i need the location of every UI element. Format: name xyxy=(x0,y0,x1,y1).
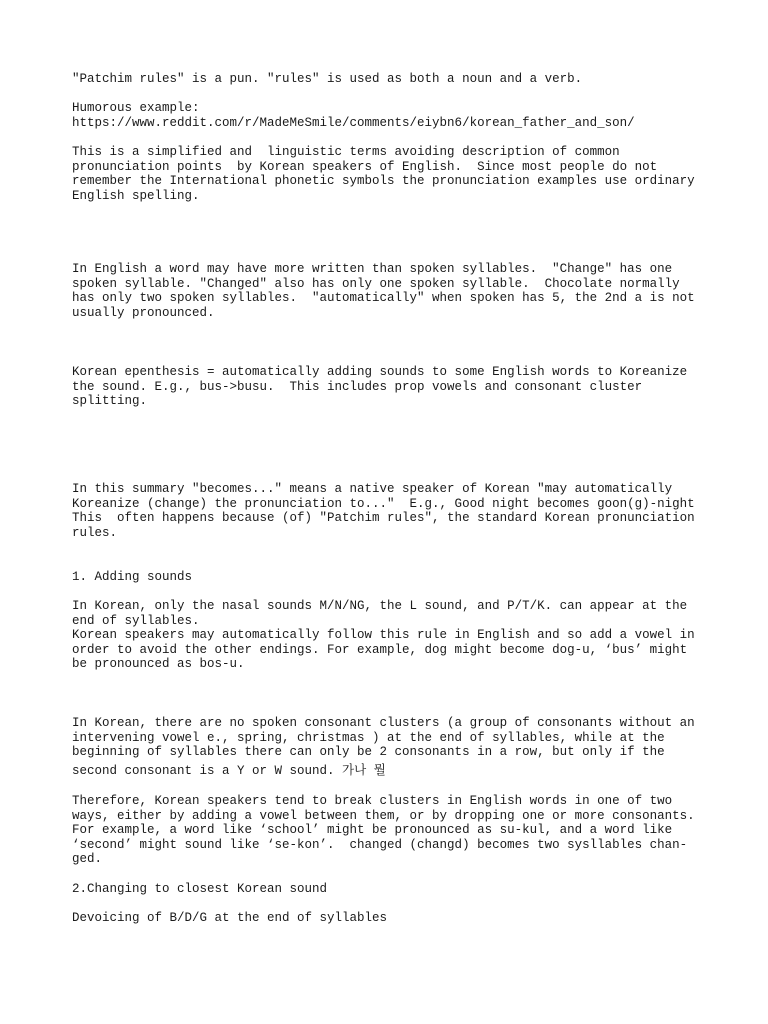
text-line: end of syllables. xyxy=(72,613,200,628)
text-line: ged. xyxy=(72,852,103,867)
text-line: rules. xyxy=(72,525,118,540)
text-line: Therefore, Korean speakers tend to break clusters in English words in one of two xyxy=(72,794,673,808)
text-line: spoken syllable. "Changed" also has only one spoken syllable. Chocolate normally xyxy=(72,276,680,291)
section-heading: 1. Adding sounds xyxy=(72,570,193,584)
text-line: has only two spoken syllables. "automatically" when spoken has 5, the 2nd a is not xyxy=(72,291,695,306)
section-heading: 2.Changing to closest Korean sound xyxy=(72,882,328,896)
text-line: order to avoid the other endings. For example, dog might become dog-u, ‘bus’ might xyxy=(72,642,688,657)
text-line: usually pronounced. xyxy=(72,305,215,320)
text-line: be pronounced as bos-u. xyxy=(72,657,245,672)
reddit-link[interactable]: https://www.reddit.com/r/MadeMeSmile/comments/eiybn6/korean_father_and_son/ xyxy=(72,115,635,130)
text-line: "Patchim rules" is a pun. "rules" is used as both a noun and a verb. xyxy=(72,72,583,86)
text-line: Koreanize (change) the pronunciation to..." E.g., Good night becomes goon(g)-night xyxy=(72,496,695,511)
text-line: intervening vowel e., spring, christmas ) at the end of syllables, while at the xyxy=(72,730,665,745)
text-line: In Korean, there are no spoken consonant clusters (a group of consonants without an xyxy=(72,716,695,730)
text-line: Humorous example: xyxy=(72,101,200,115)
text-line: ways, either by adding a vowel between them, or by dropping one or more consonants. xyxy=(72,808,695,823)
text-line: In English a word may have more written than spoken syllables. "Change" has one xyxy=(72,262,673,276)
text-line: remember the International phonetic symbols the pronunciation examples use ordinary xyxy=(72,174,695,189)
text-line: the sound. E.g., bus->busu. This includes prop vowels and consonant cluster xyxy=(72,379,643,394)
text-line: In this summary "becomes..." means a native speaker of Korean "may automatically xyxy=(72,482,673,496)
text-line: splitting. xyxy=(72,394,148,409)
text-line: This often happens because (of) "Patchim rules", the standard Korean pronunciation xyxy=(72,511,695,526)
text-line: beginning of syllables there can only be 2 consonants in a row, but only if the xyxy=(72,745,665,760)
text-line: Devoicing of B/D/G at the end of syllables xyxy=(72,911,388,925)
text-line: Korean speakers may automatically follow this rule in English and so add a vowel in xyxy=(72,628,695,643)
text-line: In Korean, only the nasal sounds M/N/NG, the L sound, and P/T/K. can appear at the xyxy=(72,599,688,613)
text-line: ‘second’ might sound like ‘se-kon’. changed (changd) becomes two sysllables chan- xyxy=(72,837,688,852)
text-line: pronunciation points by Korean speakers of English. Since most people do not xyxy=(72,159,658,174)
text-line: For example, a word like ‘school’ might be pronounced as su-kul, and a word like xyxy=(72,823,673,838)
text-line: This is a simplified and linguistic terms avoiding description of common xyxy=(72,145,620,159)
text-line: Korean epenthesis = automatically adding sounds to some English words to Koreanize xyxy=(72,365,688,379)
text-line: second consonant is a Y or W sound. 가나 뭘 xyxy=(72,764,386,778)
text-line: English spelling. xyxy=(72,188,200,203)
